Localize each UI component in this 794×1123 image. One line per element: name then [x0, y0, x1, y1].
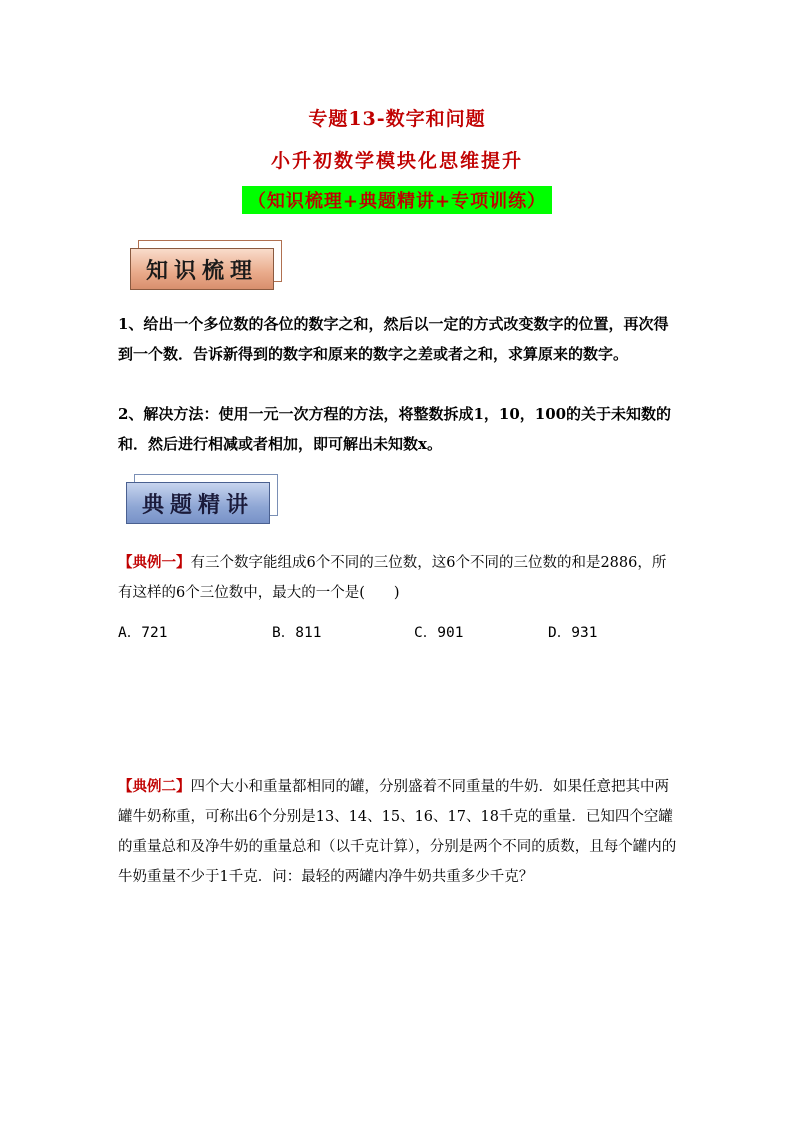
- knowledge-point-2: 2、解决方法：使用一元一次方程的方法，将整数拆成1，10，100的关于未知数的和．然后进行相减或者相加，即可解出未知数x。: [118, 405, 672, 453]
- section-banner-knowledge: [130, 248, 272, 288]
- option-a: A．721: [118, 625, 168, 641]
- section-heading-knowledge: 知识梳理: [130, 248, 274, 290]
- document-title: 专题13-数字和问题: [308, 108, 486, 130]
- example-1-text: 有三个数字能组成6个不同的三位数，这6个不同的三位数的和是2886，所有这样的6个三位数中，最大的一个是( ): [118, 555, 667, 601]
- example-2: [118, 772, 678, 892]
- option-d: D．931: [548, 625, 598, 641]
- section-heading-examples: 典题精讲: [126, 482, 270, 524]
- knowledge-point-1: 1、给出一个多位数的各位的数字之和，然后以一定的方式改变数字的位置，再次得到一个数．告诉新得到的数字和原来的数字之差或者之和，求算原来的数字。: [118, 315, 669, 363]
- example-1: [118, 548, 678, 608]
- document-tagline: （知识梳理+典题精讲+专项训练）: [242, 186, 552, 214]
- example-2-text: 四个大小和重量都相同的罐，分别盛着不同重量的牛奶．如果任意把其中两罐牛奶称重，可称出6个分别是13、14、15、16、17、18千克的重量．已知四个空罐的重量总和及净牛奶的重量总和（以千克计算），分别是两个不同的质数，且每个罐内的牛奶重量不少于1千克．问：最轻的两罐内净牛奶共重多少千克？: [118, 779, 677, 885]
- example-2-tag: 【典例二】: [118, 778, 191, 795]
- section-banner-examples: [126, 482, 268, 522]
- option-c: C．901: [414, 625, 464, 641]
- example-1-tag: 【典例一】: [118, 554, 191, 571]
- tagline-wrapper: [0, 186, 794, 214]
- option-b: B．811: [272, 625, 322, 641]
- document-subtitle: 小升初数学模块化思维提升: [270, 150, 523, 172]
